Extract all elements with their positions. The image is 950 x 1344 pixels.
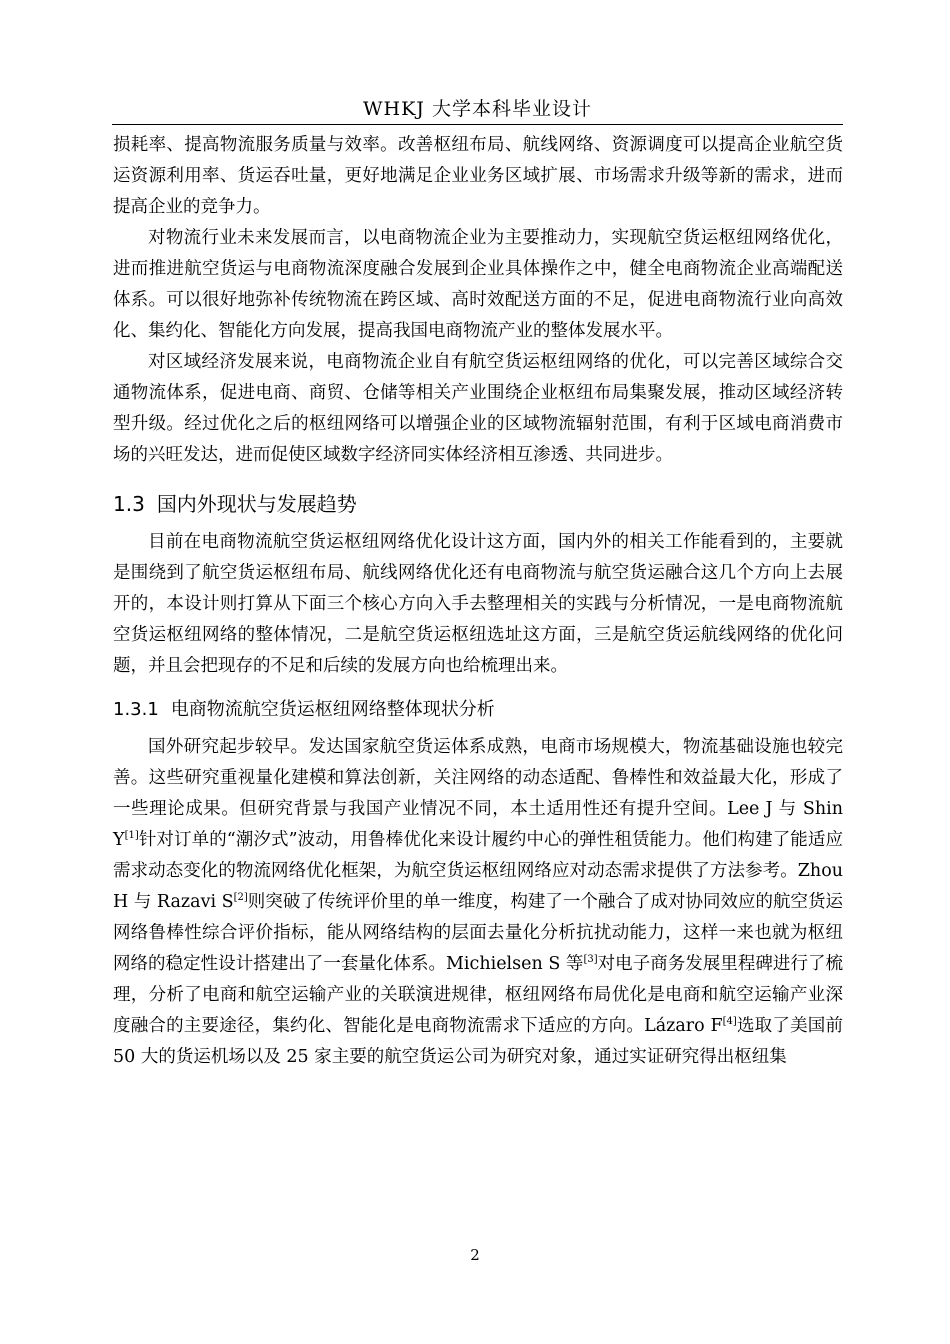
text-segment: 对电子商务发展里程碑进行了梳理，分析了电商和航空运输产业的关联演进规律，枢纽网络布局优化是电商和航空运输产业深度融合的主要途径，集约化、智能化是电商物流需求下适应的方向。Lázaro F bbox=[113, 954, 844, 1036]
paragraph: 损耗率、提高物流服务质量与效率。改善枢纽布局、航线网络、资源调度可以提高企业航空货运资源利用率、货运吞吐量，更好地满足企业业务区域扩展、市场需求升级等新的需求，进而提高企业的竞争力。 bbox=[113, 135, 843, 217]
section-number: 1.3.1 bbox=[113, 699, 159, 720]
page-number: 2 bbox=[470, 1246, 480, 1264]
section-heading-1-3 bbox=[113, 489, 843, 519]
page-header bbox=[112, 94, 843, 125]
header-title: WHKJ 大学本科毕业设计 bbox=[363, 98, 592, 120]
text-segment: 针对订单的“潮汐式”波动，用鲁棒优化来设计履约中心的弹性租赁能力。他们构建了能适应需求动态变化的物流网络优化框架，为航空货运枢纽网络应对动态需求提供了方法参考。Zhou H 与 Razavi S bbox=[113, 830, 843, 912]
citation-ref[interactable]: [2] bbox=[233, 892, 248, 904]
paragraph: 对物流行业未来发展而言，以电商物流企业为主要推动力，实现航空货运枢纽网络优化，进而推进航空货运与电商物流深度融合发展到企业具体操作之中，健全电商物流企业高端配送体系。可以很好地弥补传统物流在跨区域、高时效配送方面的不足，促进电商物流行业向高效化、集约化、智能化方向发展，提高我国电商物流产业的整体发展水平。 bbox=[113, 228, 843, 341]
text-segment: 则突破了传统评价里的单一维度，构建了一个融合了成对协同效应的航空货运网络鲁棒性综合评价指标，能从网络结构的层面去量化分析抗扰动能力，这样一来也就为枢纽网络的稳定性设计搭建出了一套量化体系。Michielsen S 等 bbox=[113, 892, 844, 974]
citation-ref[interactable]: [1] bbox=[124, 830, 139, 842]
text-segment: 国外研究起步较早。发达国家航空货运体系成熟，电商市场规模大，物流基础设施也较完善。这些研究重视量化建模和算法创新，关注网络的动态适配、鲁棒性和效益最大化，形成了一些理论成果。但研究背景与我国产业情况不同，本土适用性还有提升空间。Lee J 与 Shin Y bbox=[113, 737, 843, 850]
citation-ref[interactable]: [4] bbox=[722, 1016, 737, 1028]
section-title: 国内外现状与发展趋势 bbox=[156, 492, 357, 516]
section-number: 1.3 bbox=[113, 492, 145, 516]
section-title: 电商物流航空货运枢纽网络整体现状分析 bbox=[170, 699, 495, 720]
text-segment: 选取了美国前 50 大的货运机场以及 25 家主要的航空货运公司为研究对象，通过实证研究得出枢纽集 bbox=[113, 1016, 843, 1067]
paragraph: 对区域经济发展来说，电商物流企业自有航空货运枢纽网络的优化，可以完善区域综合交通物流体系，促进电商、商贸、仓储等相关产业围绕企业枢纽布局集聚发展，推动区域经济转型升级。经过优化之后的枢纽网络可以增强企业的区域物流辐射范围，有利于区域电商消费市场的兴旺发达，进而促使区域数字经济同实体经济相互渗透、共同进步。 bbox=[113, 352, 843, 465]
citation-ref[interactable]: [3] bbox=[583, 954, 598, 966]
section-heading-1-3-1 bbox=[113, 696, 843, 724]
paragraph bbox=[113, 732, 843, 1073]
paragraph: 目前在电商物流航空货运枢纽网络优化设计这方面，国内外的相关工作能看到的，主要就是围绕到了航空货运枢纽布局、航线网络优化还有电商物流与航空货运融合这几个方向上去展开的，本设计则打算从下面三个核心方向入手去整理相关的实践与分析情况，一是电商物流航空货运枢纽网络的整体情况，二是航空货运枢纽选址这方面，三是航空货运航线网络的优化问题，并且会把现存的不足和后续的发展方向也给梳理出来。 bbox=[113, 532, 843, 676]
document-body bbox=[113, 130, 843, 1073]
